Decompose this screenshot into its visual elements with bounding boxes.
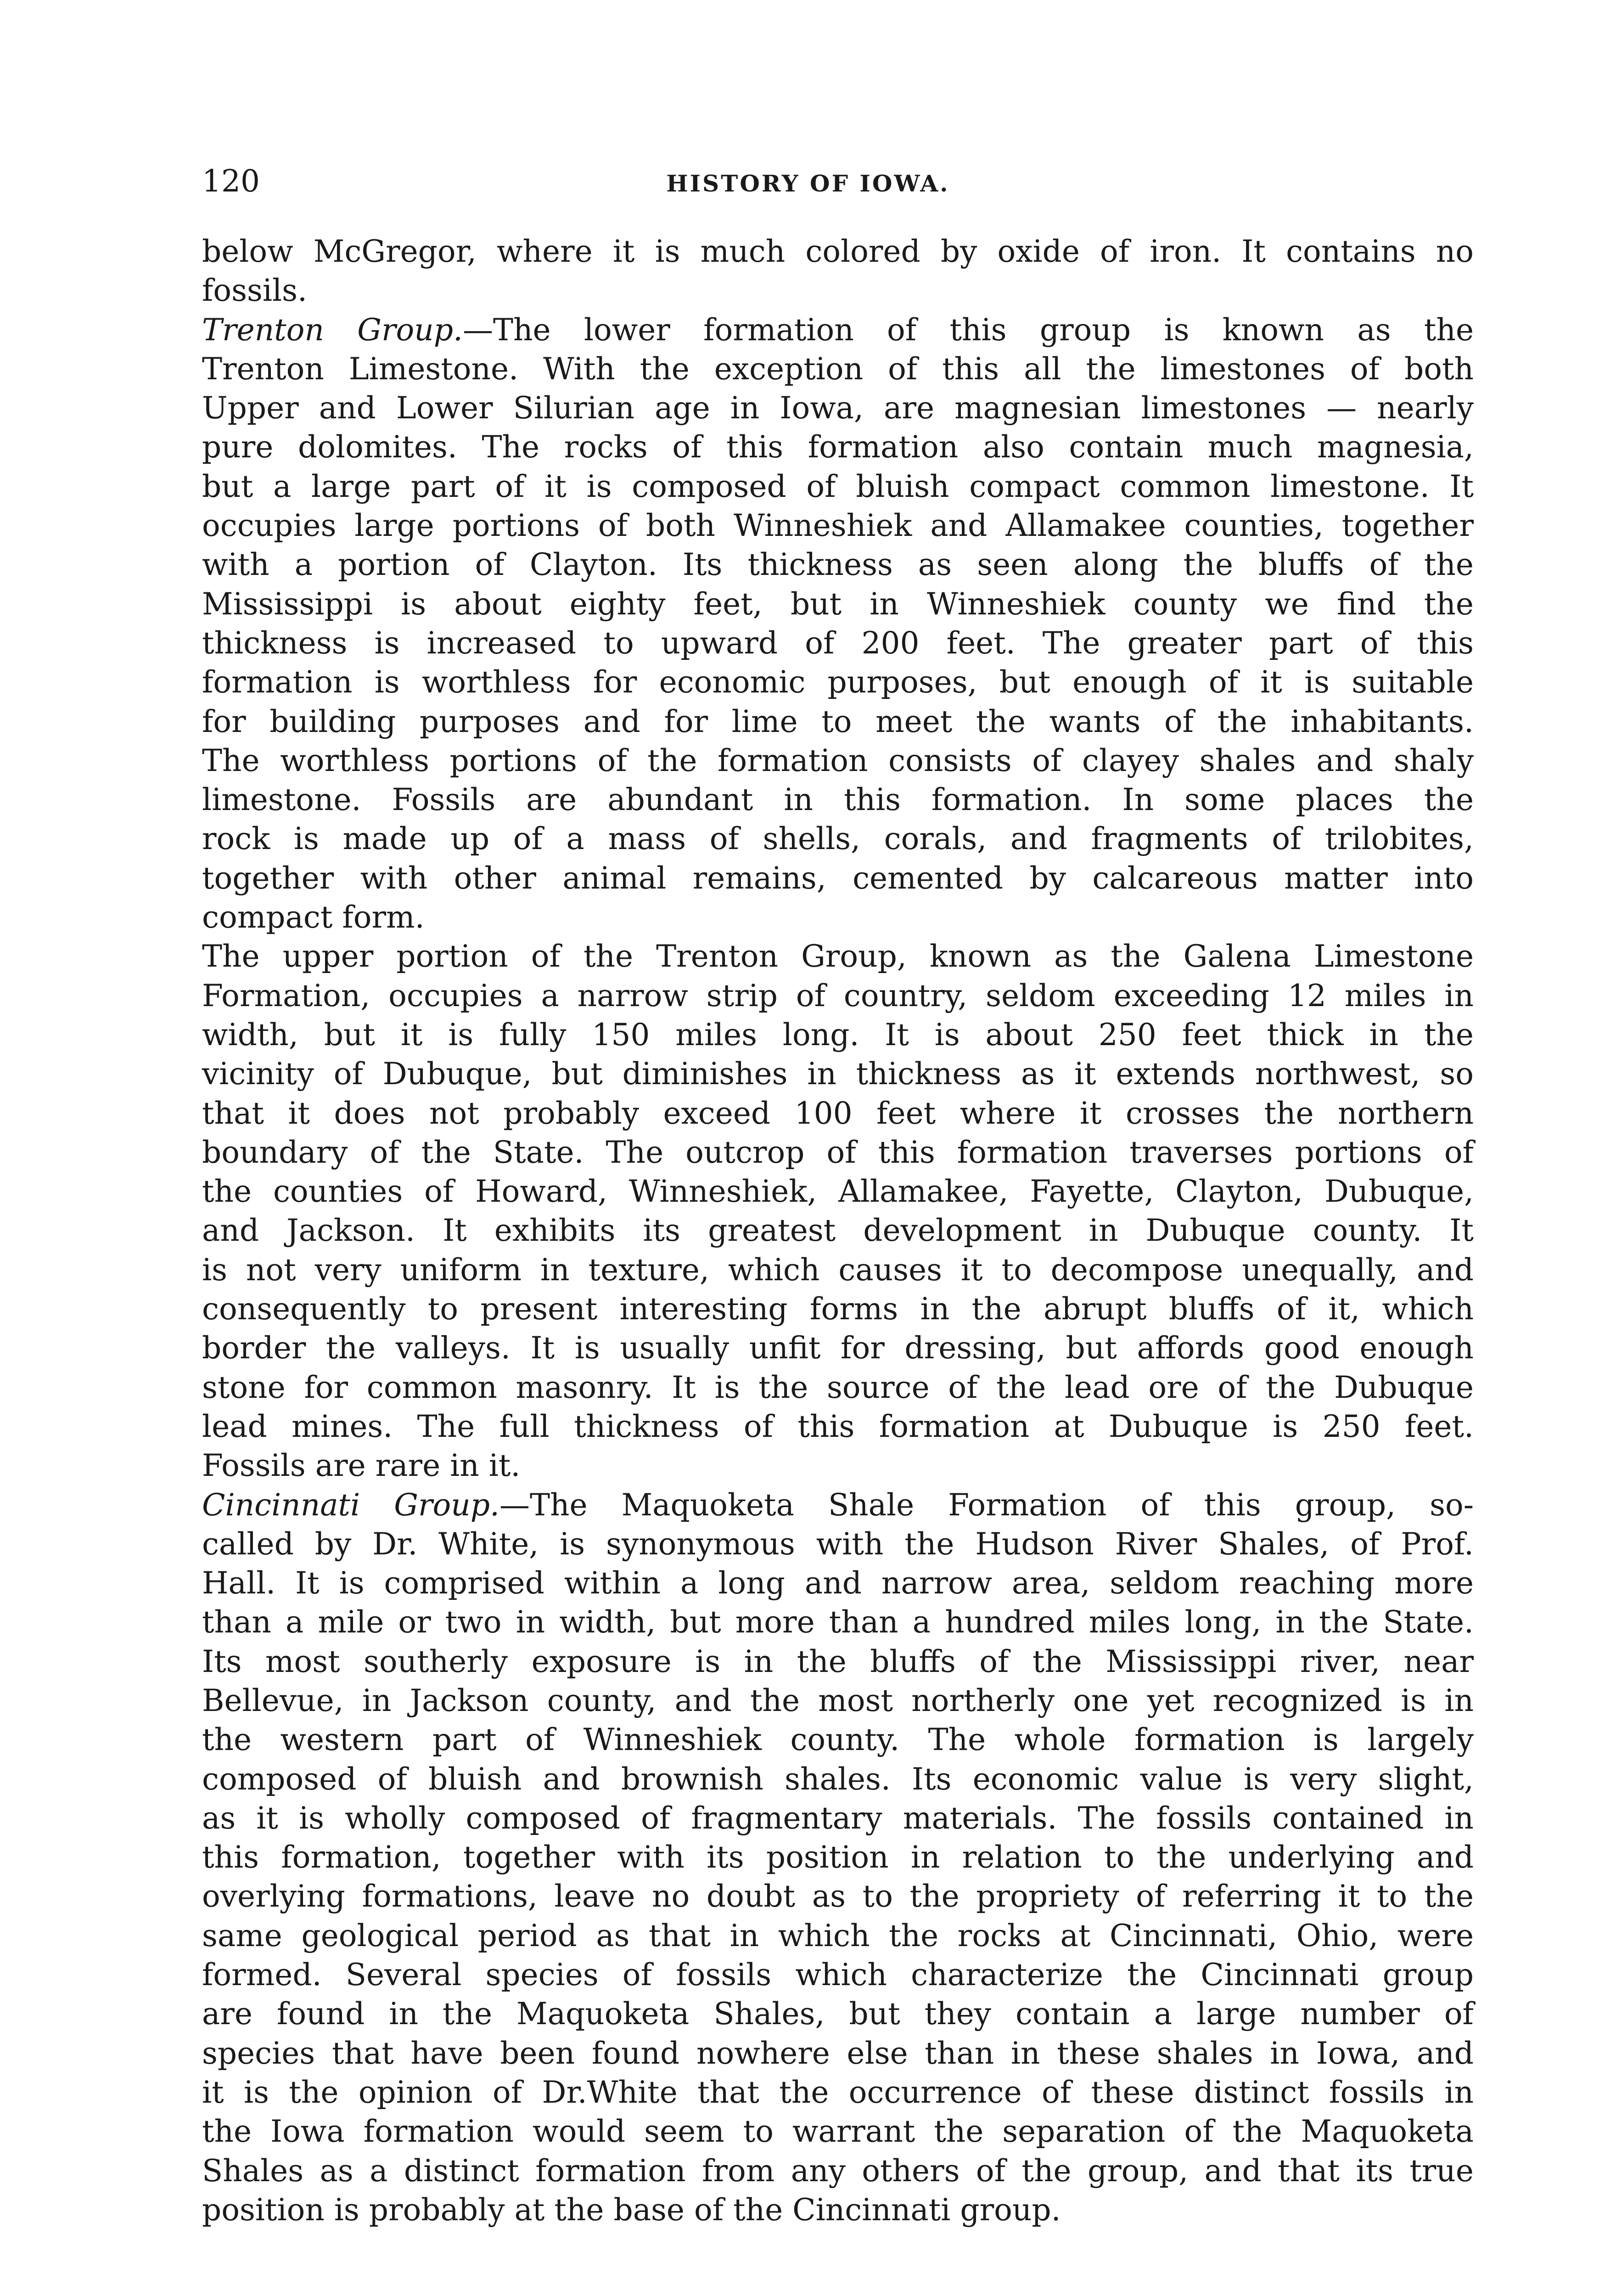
line-text: Fossils are rare in it. [202, 1448, 521, 1484]
text-line [202, 1172, 1474, 1211]
line-text: the western part of Winneshiek county. The whole formation is largely [202, 1722, 1474, 1758]
text-line [202, 2112, 1474, 2151]
text-line [202, 741, 1474, 780]
line-text: compact form. [202, 900, 425, 935]
line-text: The worthless portions of the formation consists of clayey shales and shaly [202, 743, 1474, 778]
text-line [202, 624, 1474, 663]
text-line [202, 1916, 1474, 1955]
text-line [202, 1955, 1474, 1994]
line-text: lead mines. The full thickness of this formation at Dubuque is 250 feet. [202, 1408, 1474, 1444]
line-text: formed. Several species of fossils which characterize the Cincinnati group [202, 1957, 1474, 1993]
text-line [202, 898, 1474, 937]
line-text: but a large part of it is composed of bluish compact common limestone. It [202, 468, 1474, 504]
text-line [202, 506, 1474, 545]
text-line [202, 1133, 1474, 1172]
text-line [202, 388, 1474, 428]
page-body [202, 232, 1474, 2229]
line-text: this formation, together with its position in relation to the underlying and [202, 1840, 1474, 1875]
text-line [202, 1877, 1474, 1916]
text-line [202, 702, 1474, 741]
line-text: than a mile or two in width, but more than a hundred miles long, in the State. [202, 1604, 1474, 1640]
paragraph [202, 310, 1474, 937]
line-text: the Iowa formation would seem to warrant the separation of the Maquoketa [202, 2114, 1474, 2150]
line-text: formation is worthless for economic purposes, but enough of it is suitable [202, 664, 1474, 700]
page-number: 120 [202, 163, 260, 199]
line-text: stone for common masonry. It is the source of the lead ore of the Dubuque [202, 1369, 1474, 1405]
line-text: the counties of Howard, Winneshiek, Allamakee, Fayette, Clayton, Dubuque, [202, 1174, 1474, 1210]
line-text: width, but it is fully 150 miles long. It is about 250 feet thick in the [202, 1017, 1474, 1052]
text-line [202, 2073, 1474, 2112]
text-line [202, 1720, 1474, 1759]
line-text: overlying formations, leave no doubt as to the propriety of referring it to the [202, 1879, 1474, 1914]
text-line [202, 859, 1474, 898]
line-text: boundary of the State. The outcrop of this formation traverses portions of [202, 1134, 1474, 1170]
text-line [202, 1642, 1474, 1681]
line-text: together with other animal remains, cemented by calcareous matter into [202, 860, 1474, 896]
text-line [202, 1446, 1474, 1485]
text-line [202, 232, 1474, 271]
text-line [202, 663, 1474, 702]
line-text: same geological period as that in which the rocks at Cincinnati, Ohio, were [202, 1918, 1474, 1953]
line-text: Mississippi is about eighty feet, but in Winneshiek county we find the [202, 586, 1474, 622]
text-line [202, 1681, 1474, 1720]
paragraph [202, 232, 1474, 310]
text-line [202, 428, 1474, 467]
line-text: Shales as a distinct formation from any others of the group, and that its true [202, 2153, 1474, 2189]
text-line [202, 545, 1474, 584]
text-line [202, 780, 1474, 819]
line-text: limestone. Fossils are abundant in this formation. In some places the [202, 782, 1474, 818]
line-text: vicinity of Dubuque, but diminishes in thickness as it extends northwest, so [202, 1056, 1474, 1092]
text-line [202, 2190, 1474, 2229]
line-text: Upper and Lower Silurian age in Iowa, are magnesian limestones — nearly [202, 390, 1474, 426]
line-text: occupies large portions of both Winneshiek and Allamakee counties, together [202, 508, 1474, 544]
text-line [202, 1094, 1474, 1133]
line-text: fossils. [202, 273, 307, 309]
line-text: Formation, occupies a narrow strip of country, seldom exceeding 12 miles in [202, 978, 1474, 1013]
text-line [202, 1799, 1474, 1838]
text-line [202, 1054, 1474, 1093]
text-line [202, 585, 1474, 624]
text-line [202, 819, 1474, 858]
text-line [202, 1289, 1474, 1328]
text-line [202, 1368, 1474, 1407]
line-text: consequently to present interesting forms in the abrupt bluffs of it, which [202, 1291, 1474, 1327]
line-text: —The lower formation of this group is known as the [462, 312, 1474, 348]
text-line [202, 1250, 1474, 1289]
text-line [202, 310, 1474, 349]
line-text: position is probably at the base of the Cincinnati group. [202, 2192, 1061, 2228]
text-line [202, 467, 1474, 506]
line-text: Its most southerly exposure is in the bluffs of the Mississippi river, near [202, 1643, 1474, 1679]
text-line [202, 1015, 1474, 1054]
line-text: thickness is increased to upward of 200 feet. The greater part of this [202, 625, 1474, 661]
text-line [202, 1525, 1474, 1564]
page-header [0, 163, 1616, 232]
line-text: species that have been found nowhere else than in these shales in Iowa, and [202, 2035, 1474, 2071]
line-text: border the valleys. It is usually unfit for dressing, but affords good enough [202, 1330, 1474, 1366]
line-text: is not very uniform in texture, which causes it to decompose unequally, and [202, 1252, 1474, 1288]
paragraph [202, 937, 1474, 1485]
text-line [202, 937, 1474, 976]
text-line [202, 1603, 1474, 1642]
text-line [202, 349, 1474, 388]
text-line [202, 1838, 1474, 1877]
text-line [202, 271, 1474, 310]
text-line [202, 1407, 1474, 1446]
line-text: rock is made up of a mass of shells, corals, and fragments of trilobites, [202, 821, 1474, 857]
paragraph [202, 1486, 1474, 2230]
line-text: with a portion of Clayton. Its thickness as seen along the bluffs of the [202, 547, 1474, 583]
line-text: and Jackson. It exhibits its greatest development in Dubuque county. It [202, 1213, 1474, 1249]
section-heading: Cincinnati Group. [202, 1487, 499, 1523]
text-line [202, 1328, 1474, 1367]
line-text: —The Maquoketa Shale Formation of this group, so- [499, 1487, 1474, 1523]
line-text: pure dolomites. The rocks of this formation also contain much magnesia, [202, 429, 1474, 465]
line-text: The upper portion of the Trenton Group, known as the Galena Limestone [202, 939, 1474, 974]
line-text: are found in the Maquoketa Shales, but they contain a large number of [202, 1996, 1474, 2032]
text-line [202, 2151, 1474, 2190]
line-text: Hall. It is comprised within a long and narrow area, seldom reaching more [202, 1565, 1474, 1601]
line-text: called by Dr. White, is synonymous with the Hudson River Shales, of Prof. [202, 1526, 1474, 1562]
text-line [202, 976, 1474, 1015]
line-text: Bellevue, in Jackson county, and the most northerly one yet recognized is in [202, 1683, 1474, 1718]
section-heading: Trenton Group. [202, 312, 463, 348]
line-text: that it does not probably exceed 100 feet where it crosses the northern [202, 1095, 1474, 1131]
line-text: it is the opinion of Dr.White that the occurrence of these distinct fossils in [202, 2074, 1474, 2110]
text-line [202, 1486, 1474, 1525]
text-line [202, 1994, 1474, 2033]
running-title: HISTORY OF IOWA. [666, 170, 950, 197]
text-line [202, 1564, 1474, 1603]
line-text: as it is wholly composed of fragmentary materials. The fossils contained in [202, 1800, 1474, 1836]
line-text: Trenton Limestone. With the exception of this all the limestones of both [202, 351, 1474, 387]
text-line [202, 1760, 1474, 1799]
line-text: composed of bluish and brownish shales. Its economic value is very slight, [202, 1761, 1474, 1797]
text-line [202, 1211, 1474, 1250]
line-text: for building purposes and for lime to meet the wants of the inhabitants. [202, 703, 1474, 739]
text-line [202, 2034, 1474, 2073]
line-text: below McGregor, where it is much colored by oxide of iron. It contains no [202, 234, 1474, 269]
